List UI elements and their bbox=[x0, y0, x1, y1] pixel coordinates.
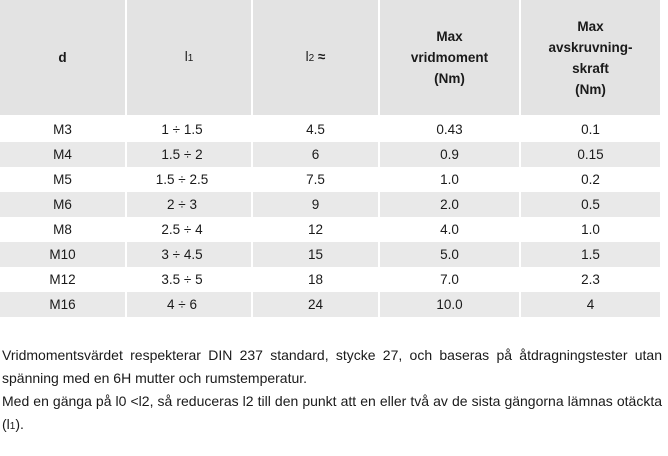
header-l1: l1 bbox=[127, 0, 251, 117]
table-header-row bbox=[0, 0, 660, 117]
cell-l1: 1 ÷ 1.5 bbox=[127, 117, 251, 142]
header-max-release: Max avskruvning- skraft (Nm) bbox=[521, 0, 660, 117]
cell-l1: 2 ÷ 3 bbox=[127, 192, 251, 217]
cell-max-release: 0.1 bbox=[521, 117, 660, 142]
cell-l2: 15 bbox=[253, 242, 378, 267]
table-row bbox=[0, 242, 660, 267]
cell-d: M10 bbox=[0, 242, 125, 267]
cell-l1: 4 ÷ 6 bbox=[127, 292, 251, 317]
cell-d: M4 bbox=[0, 142, 125, 167]
cell-max-torque: 4.0 bbox=[380, 217, 519, 242]
cell-max-torque: 0.9 bbox=[380, 142, 519, 167]
cell-max-torque: 7.0 bbox=[380, 267, 519, 292]
cell-l2: 6 bbox=[253, 142, 378, 167]
cell-d: M12 bbox=[0, 267, 125, 292]
cell-max-release: 0.5 bbox=[521, 192, 660, 217]
cell-max-release: 1.0 bbox=[521, 217, 660, 242]
cell-d: M6 bbox=[0, 192, 125, 217]
notes bbox=[2, 344, 662, 438]
cell-max-release: 2.3 bbox=[521, 267, 660, 292]
cell-l2: 7.5 bbox=[253, 167, 378, 192]
cell-max-torque: 1.0 bbox=[380, 167, 519, 192]
note-din-standard: Vridmomentsvärdet respekterar DIN 237 standard, stycke 27, och baseras på åtdragningstester utan spänning med en 6H mutter och rumstemperatur. bbox=[2, 347, 662, 386]
cell-max-torque: 5.0 bbox=[380, 242, 519, 267]
cell-l1: 2.5 ÷ 4 bbox=[127, 217, 251, 242]
header-max-torque: Max vridmoment (Nm) bbox=[380, 0, 519, 117]
cell-l1: 1.5 ÷ 2.5 bbox=[127, 167, 251, 192]
table-row bbox=[0, 217, 660, 242]
cell-d: M8 bbox=[0, 217, 125, 242]
cell-d: M5 bbox=[0, 167, 125, 192]
cell-max-release: 4 bbox=[521, 292, 660, 317]
note-thread-reduction: Med en gänga på l0 <l2, så reduceras l2 till den punkt att en eller två av de sista gängorna lämnas otäckta (l1). bbox=[2, 393, 662, 432]
table-row bbox=[0, 117, 660, 142]
cell-max-torque: 0.43 bbox=[380, 117, 519, 142]
cell-max-release: 1.5 bbox=[521, 242, 660, 267]
cell-l2: 12 bbox=[253, 217, 378, 242]
cell-l2: 24 bbox=[253, 292, 378, 317]
cell-l2: 18 bbox=[253, 267, 378, 292]
table-body bbox=[0, 117, 660, 317]
cell-l1: 3 ÷ 4.5 bbox=[127, 242, 251, 267]
cell-max-torque: 10.0 bbox=[380, 292, 519, 317]
table-row bbox=[0, 292, 660, 317]
table-row bbox=[0, 142, 660, 167]
cell-l2: 4.5 bbox=[253, 117, 378, 142]
cell-l1: 3.5 ÷ 5 bbox=[127, 267, 251, 292]
table-row bbox=[0, 167, 660, 192]
cell-max-torque: 2.0 bbox=[380, 192, 519, 217]
cell-max-release: 0.2 bbox=[521, 167, 660, 192]
table-row bbox=[0, 192, 660, 217]
cell-max-release: 0.15 bbox=[521, 142, 660, 167]
header-l2: l2 ≈ bbox=[253, 0, 378, 117]
header-d: d bbox=[0, 0, 125, 117]
cell-d: M3 bbox=[0, 117, 125, 142]
table-row bbox=[0, 267, 660, 292]
cell-l1: 1.5 ÷ 2 bbox=[127, 142, 251, 167]
cell-d: M16 bbox=[0, 292, 125, 317]
cell-l2: 9 bbox=[253, 192, 378, 217]
